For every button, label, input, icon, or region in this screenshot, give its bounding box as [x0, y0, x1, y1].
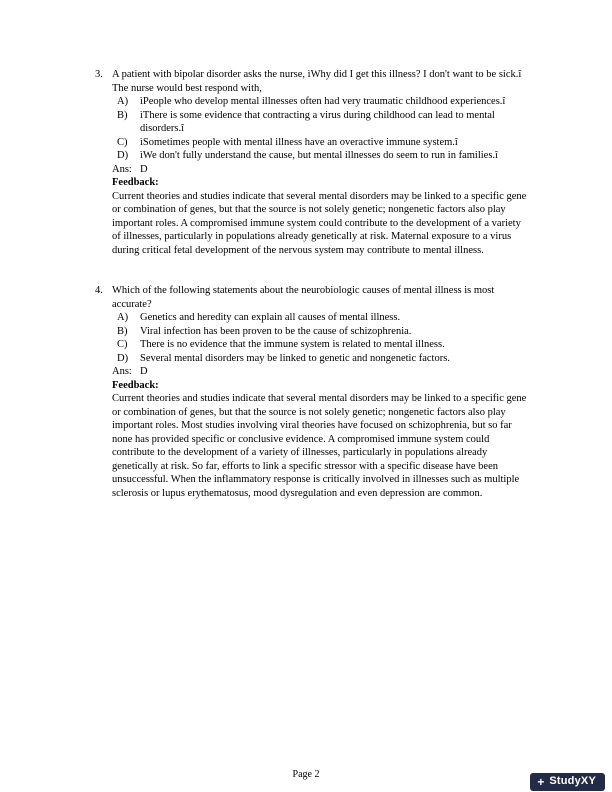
answer-value: D: [140, 366, 148, 377]
question-4: [95, 284, 535, 500]
feedback-text: Current theories and studies indicate that several mental disorders may be linked to a specific gene or combination of genes, but that the source is not solely genetic; nongenetic factors also play important roles. Most studies involving viral theories have focused on schizophrenia, but so far none has provided specific or conclusive evidence. A compromised immune system could contribute to the development of a variety of illnesses, particularly in populations already genetically at risk. So far, efforts to link a specific stressor with a specific disease have been unsuccessful. When the inflammatory response is critically involved in illnesses such as multiple sclerosis or lupus erythematosus, mood dysregulation and even depression are common.: [112, 393, 527, 499]
option-letter: D): [117, 150, 129, 161]
answer-label: Ans:: [112, 163, 132, 175]
answer-label: Ans:: [112, 366, 132, 377]
question-stem: A patient with bipolar disorder asks the nurse, ìWhy did I get this illness? I don't want to be sick.î The nurse would best respond with,: [112, 69, 522, 94]
question-stem: Which of the following statements about the neurobiologic causes of mental illness is most accurate?: [112, 285, 495, 310]
option-letter: A): [117, 312, 129, 323]
answer-option-a: [112, 95, 535, 109]
plus-icon: +: [537, 775, 545, 789]
option-text: Viral infection has been proven to be the cause of schizophrenia.: [140, 325, 412, 337]
option-letter: C): [117, 136, 128, 148]
feedback-label: Feedback:: [112, 379, 159, 391]
question-3: [95, 68, 535, 257]
answer-option-c: [112, 338, 535, 352]
option-text: ìThere is some evidence that contracting a virus during childhood can lead to mental disorders.î: [140, 109, 495, 134]
question-number: 4.: [95, 285, 103, 296]
answer-option-d: [112, 149, 535, 163]
option-text: There is no evidence that the immune system is related to mental illness.: [140, 339, 445, 350]
answer-row: [112, 365, 535, 379]
answer-value: D: [140, 163, 148, 175]
option-text: ìWe don't fully understand the cause, but mental illnesses do seem to run in families.î: [140, 150, 498, 161]
answer-option-b: [112, 109, 535, 136]
answer-option-a: [112, 311, 535, 325]
feedback-text: Current theories and studies indicate that several mental disorders may be linked to a specific gene or combination of genes, but that the source is not solely genetic; nongenetic factors also play important roles. A compromised immune system could contribute to the development of a variety of illnesses, particularly in populations already genetically at risk. Maternal exposure to a virus during critical fetal development of the nervous system may contribute to mental illness.: [112, 190, 527, 256]
answer-option-d: [112, 352, 535, 366]
option-letter: D): [117, 352, 129, 364]
option-text: ìSometimes people with mental illness have an overactive immune system.î: [140, 136, 458, 148]
page-number: Page 2: [292, 769, 320, 780]
studyxy-badge[interactable]: [530, 773, 605, 791]
answer-option-b: [112, 325, 535, 339]
feedback-label: Feedback:: [112, 177, 159, 188]
brand-name: StudyXY: [549, 775, 596, 788]
answer-option-c: [112, 136, 535, 150]
option-text: Genetics and heredity can explain all causes of mental illness.: [140, 312, 401, 323]
answer-row: [112, 163, 535, 177]
option-letter: A): [117, 96, 129, 107]
option-text: Several mental disorders may be linked to genetic and nongenetic factors.: [140, 352, 450, 364]
option-text: ìPeople who develop mental illnesses often had very traumatic childhood experiences.î: [140, 96, 506, 107]
question-number: 3.: [95, 69, 103, 80]
option-letter: B): [117, 325, 128, 337]
document-content: [95, 68, 535, 527]
option-letter: C): [117, 339, 128, 350]
option-letter: B): [117, 109, 128, 121]
